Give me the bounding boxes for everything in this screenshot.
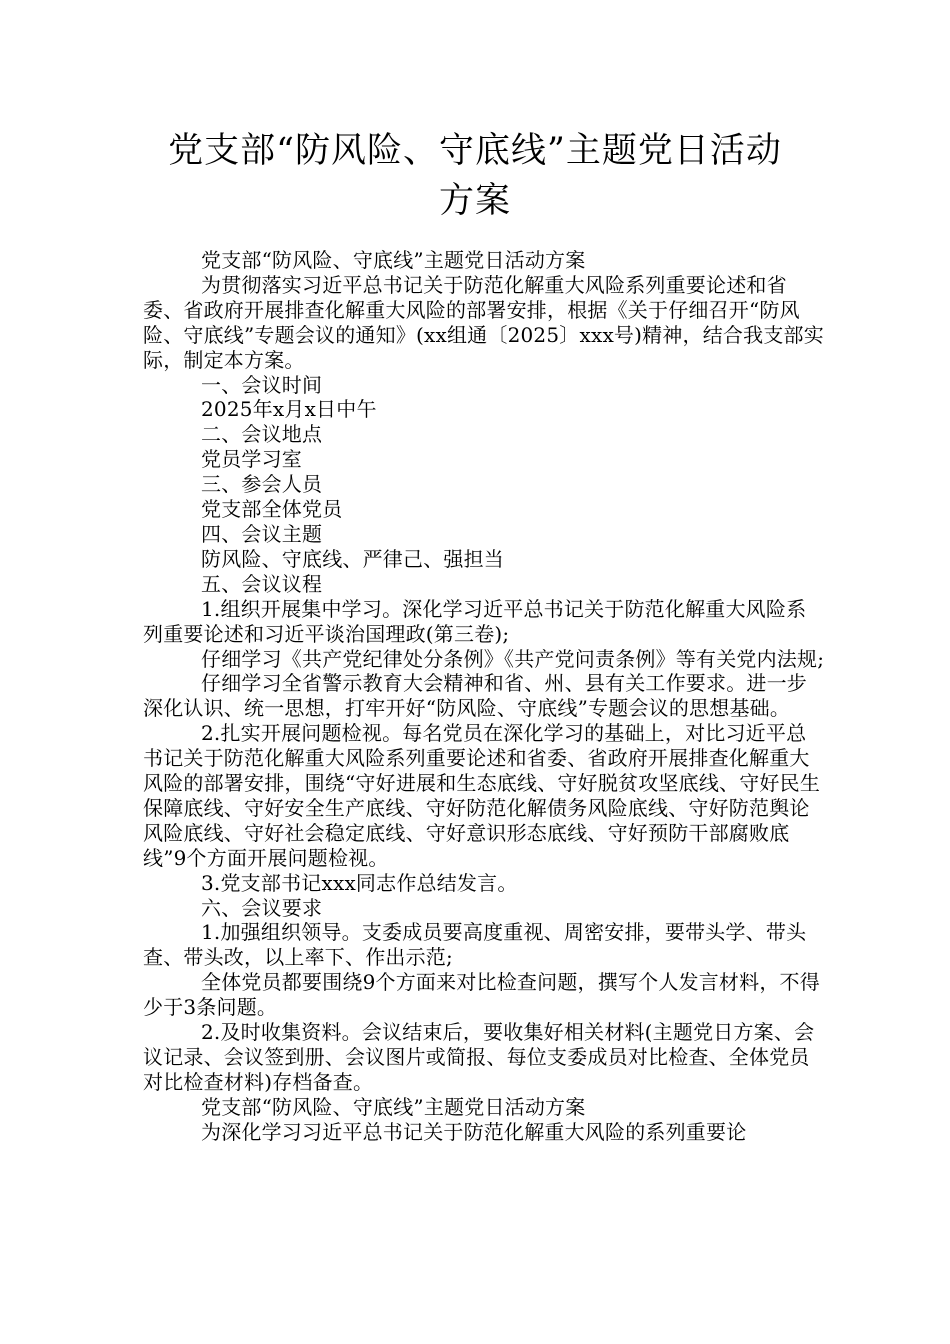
title-line-2: 方案 bbox=[438, 181, 511, 221]
paragraph: 为贯彻落实习近平总书记关于防范化解重大风险系列重要论述和省委、省政府开展排查化解重大风险的部署安排，根据《关于仔细召开“防风险、守底线”专题会议的通知》(xx组通〔2025〕xxx号)精神，结合我支部实际，制定本方案。 bbox=[143, 272, 824, 372]
section-heading: 二、会议地点 bbox=[201, 422, 323, 447]
paragraph: 仔细学习《共产党纪律处分条例》《共产党问责条例》等有关党内法规; bbox=[201, 646, 825, 671]
paragraph: 党员学习室 bbox=[201, 447, 302, 472]
section-heading: 一、会议时间 bbox=[201, 372, 323, 397]
paragraph: 党支部“防风险、守底线”主题党日活动方案 bbox=[201, 248, 586, 272]
paragraph: 全体党员都要围绕9个方面来对比检查问题，撰写个人发言材料，不得少于3条问题。 bbox=[143, 970, 820, 1020]
paragraph: 仔细学习全省警示教育大会精神和省、州、县有关工作要求。进一步深化认识、统一思想，打牢开好“防风险、守底线”专题会议的思想基础。 bbox=[143, 671, 807, 721]
paragraph: 为深化学习习近平总书记关于防范化解重大风险的系列重要论 bbox=[201, 1119, 747, 1144]
paragraph: 党支部“防风险、守底线”主题党日活动方案 bbox=[201, 1094, 586, 1119]
section-heading: 四、会议主题 bbox=[201, 521, 323, 546]
paragraph: 2025年x月x日中午 bbox=[201, 397, 377, 422]
paragraph: 2.扎实开展问题检视。每名党员在深化学习的基础上，对比习近平总书记关于防范化解重大风险系列重要论述和省委、省政府开展排查化解重大风险的部署安排，围绕“守好进展和生态底线、守好脱贫攻坚底线、守好民生保障底线、守好安全生产底线、守好防范化解债务风险底线、守好防范舆论风险底线、守好社会稳定底线、守好意识形态底线、守好预防干部腐败底线”9个方面开展问题检视。 bbox=[143, 721, 821, 870]
paragraph: 2.及时收集资料。会议结束后，要收集好相关材料(主题党日方案、会议记录、会议签到册、会议图片或简报、每位支委成员对比检查、全体党员对比检查材料)存档备查。 bbox=[143, 1020, 815, 1094]
paragraph: 1.加强组织领导。支委成员要高度重视、周密安排，要带头学、带头查、带头改，以上率下、作出示范; bbox=[143, 920, 807, 970]
section-heading: 五、会议议程 bbox=[201, 571, 323, 596]
paragraph: 3.党支部书记xxx同志作总结发言。 bbox=[201, 870, 518, 895]
paragraph: 党支部全体党员 bbox=[201, 497, 343, 522]
section-heading: 六、会议要求 bbox=[201, 895, 323, 920]
paragraph: 1.组织开展集中学习。深化学习近平总书记关于防范化解重大风险系列重要论述和习近平谈治国理政(第三卷); bbox=[143, 596, 807, 646]
section-heading: 三、参会人员 bbox=[201, 472, 323, 497]
paragraph: 防风险、守底线、严律己、强担当 bbox=[201, 546, 504, 571]
document-body bbox=[143, 248, 825, 1145]
document-title bbox=[150, 126, 800, 226]
title-line-1: 党支部“防风险、守底线”主题党日活动 bbox=[168, 131, 782, 171]
